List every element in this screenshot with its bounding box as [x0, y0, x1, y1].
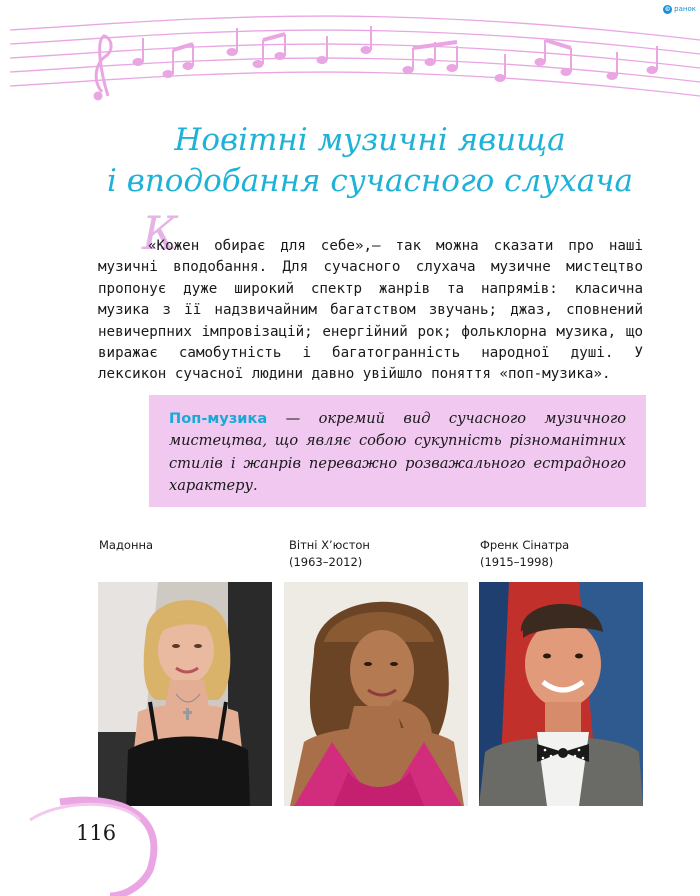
definition-box — [149, 395, 646, 507]
title-line-1: Новітні музичні явища — [174, 122, 566, 158]
page-number: 116 — [76, 821, 117, 845]
intro-paragraph-block — [98, 236, 643, 386]
page-title — [90, 120, 650, 202]
caption-whitney-houston — [289, 537, 370, 571]
music-staff-decoration — [0, 0, 700, 110]
caption-years: (1963–2012) — [289, 555, 363, 569]
publisher-badge — [663, 4, 696, 14]
photo-whitney-houston — [284, 582, 468, 806]
definition-text: — окремий вид сучасного музичного мистецтва, що являє собою сукупність різноманітних стилів і жанрів переважно розважального естрадного характеру. — [169, 410, 626, 495]
caption-years: (1915–1998) — [480, 555, 554, 569]
photo-frank-sinatra — [479, 582, 643, 806]
definition-paragraph — [169, 408, 626, 498]
intro-paragraph: «Кожен обирає для себе»,— так можна сказати про наші музичні вподобання. Для сучасного слухача музичне мистецтво пропонує дуже широкий спектр жанрів та напрямів: класична музика з її надзвичайним багатством звучань; джаз, сповнений невичерпних імпровізацій; енергійний рок; фольклорна музика, що виражає самобутність і багатогранність народної душі. У лексикон сучасної людини давно увійшло поняття «поп-музика». — [98, 238, 643, 383]
publisher-logo-icon: © — [664, 5, 671, 13]
caption-name: Вітні Х’юстон — [289, 538, 370, 552]
photo-madonna — [98, 582, 272, 806]
caption-name: Френк Сінатра — [480, 538, 570, 552]
caption-frank-sinatra — [480, 537, 569, 571]
drop-cap: К — [142, 206, 178, 260]
definition-term: Поп-музика — [169, 410, 268, 427]
caption-madonna — [99, 537, 153, 554]
publisher-badge-text: ранок — [674, 5, 696, 13]
caption-name: Мадонна — [99, 538, 154, 552]
title-line-2: і вподобання сучасного слухача — [107, 163, 633, 199]
